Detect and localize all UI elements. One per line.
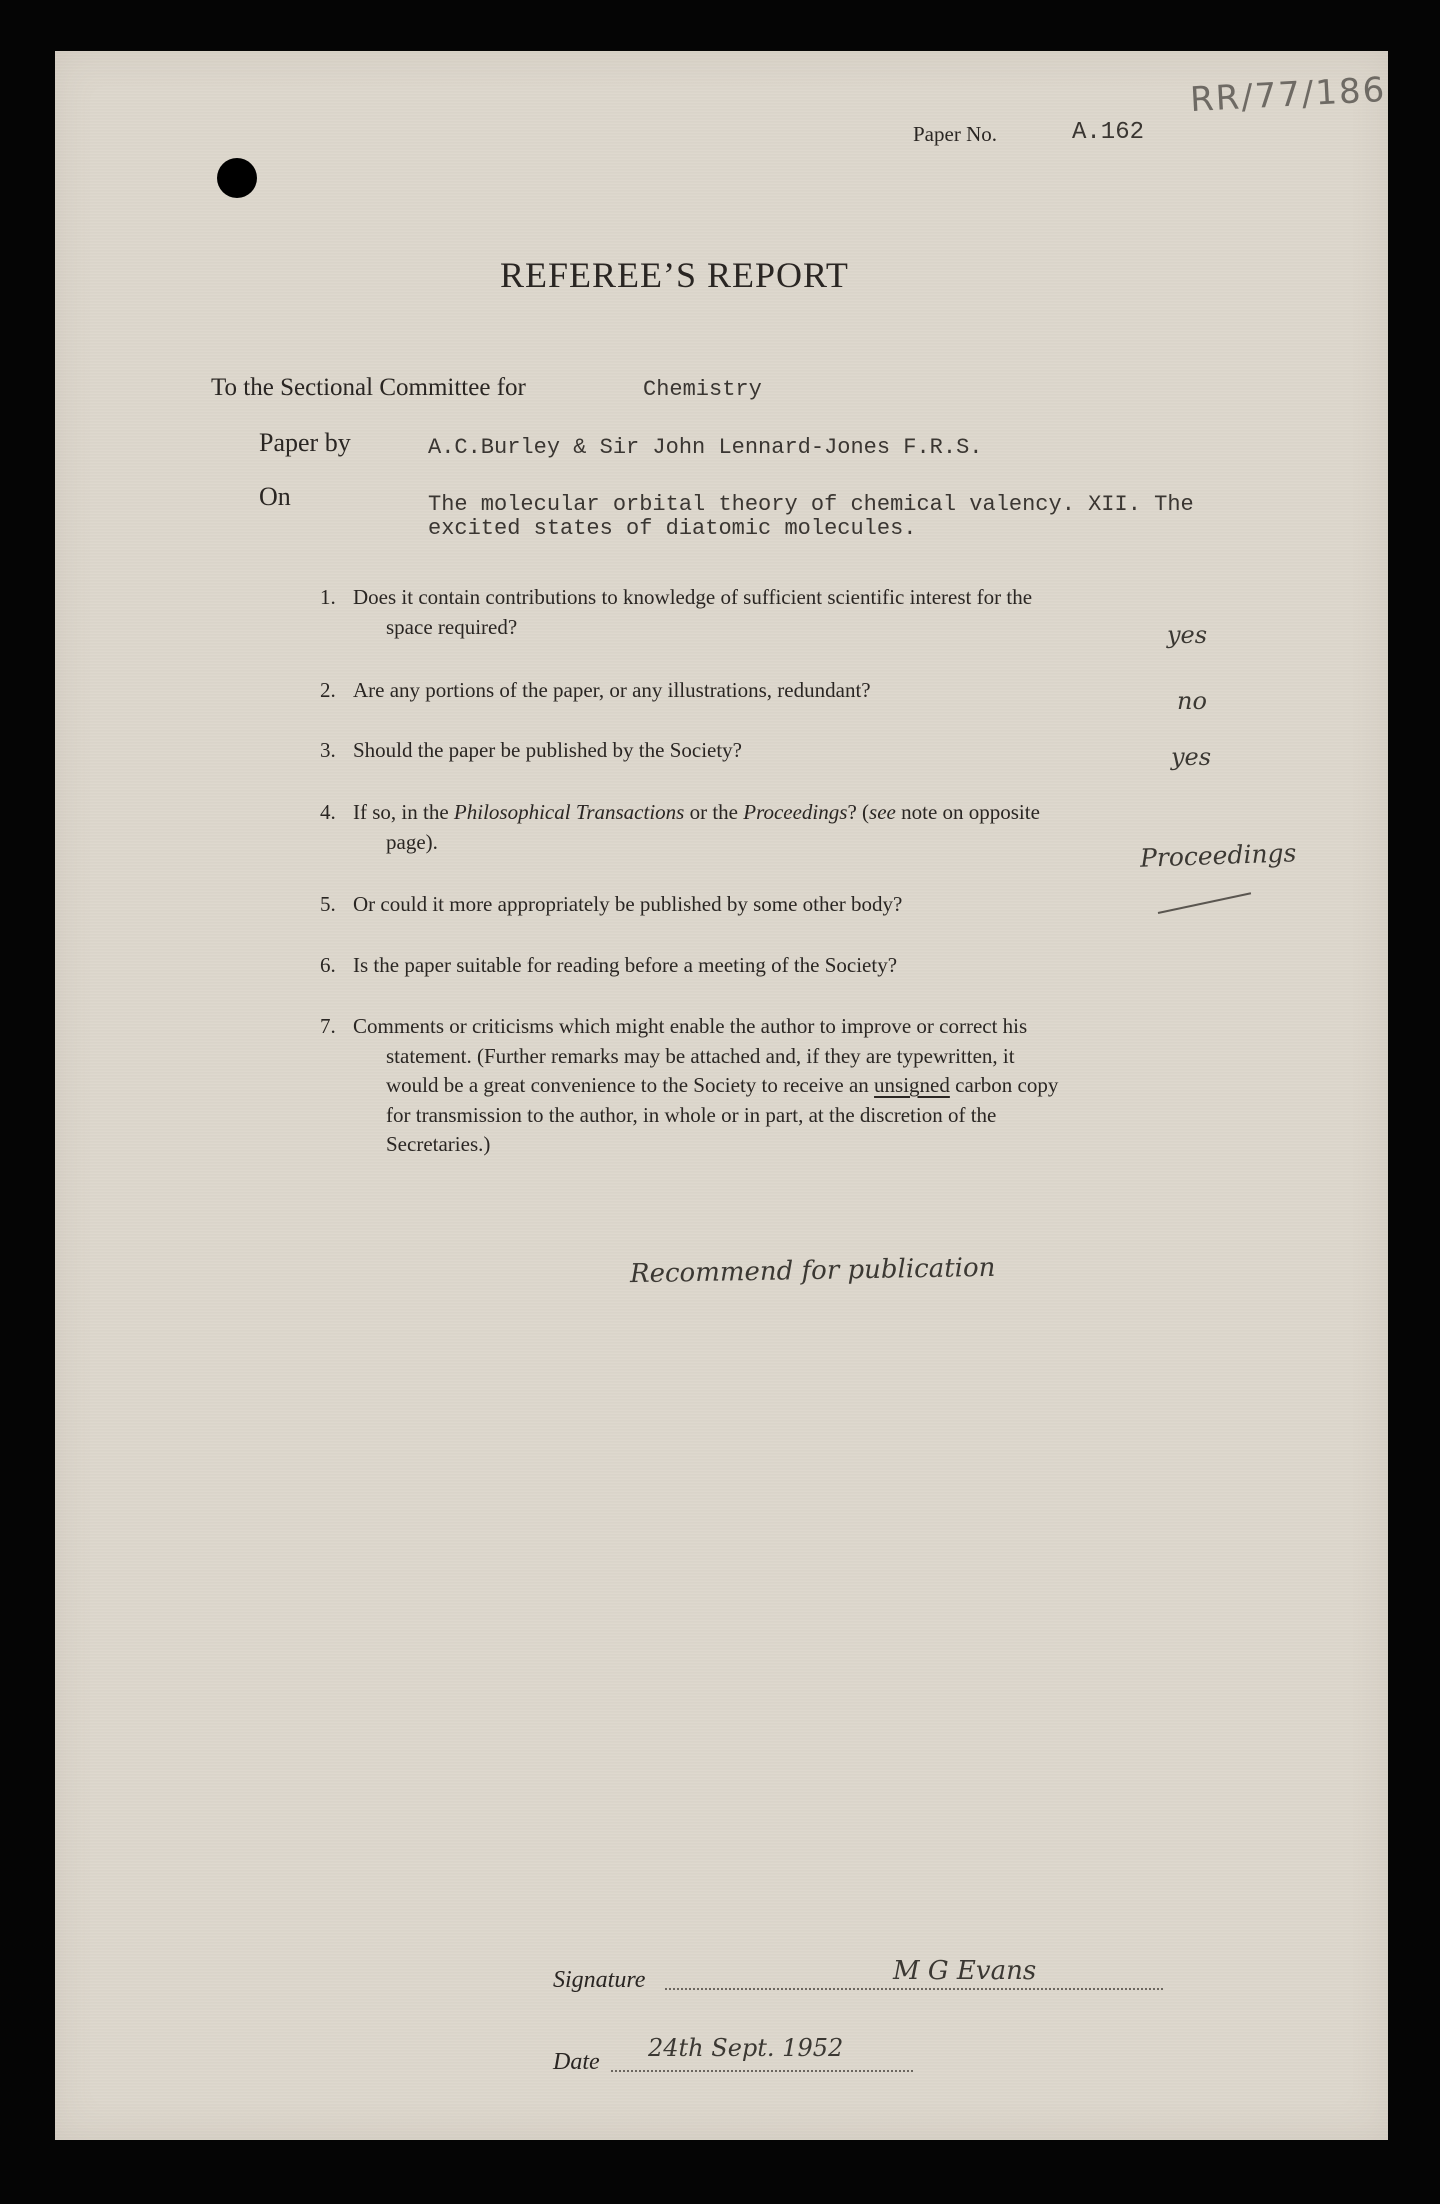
question-text: Are any portions of the paper, or any illustrations, redundant?	[353, 678, 871, 702]
question-text: Comments or criticisms which might enable the author to improve or correct his	[353, 1014, 1028, 1038]
referee-comment-handwritten: Recommend for publication	[629, 1252, 996, 1290]
punch-hole	[217, 158, 257, 198]
question-text-continued	[320, 1071, 1170, 1101]
question-number: 5.	[320, 892, 336, 916]
question-text: Or could it more appropriately be published by some other body?	[353, 892, 903, 916]
question-text-continued: page).	[386, 829, 438, 854]
answer-5-dash-mark	[1158, 892, 1251, 914]
committee-value: Chemistry	[643, 377, 762, 402]
question-4	[320, 798, 1170, 857]
date-value-handwritten: 24th Sept. 1952	[648, 2034, 844, 2062]
page-title: REFEREE’S REPORT	[500, 255, 849, 295]
paper-number-label: Paper No.	[913, 122, 997, 146]
answer-1-handwritten: yes	[1167, 621, 1208, 649]
unsigned-emphasis: unsigned	[874, 1073, 950, 1097]
question-text-part: If so, in the	[353, 800, 454, 824]
date-field	[553, 2034, 913, 2078]
signature-label: Signature	[553, 1967, 646, 1993]
question-number: 2.	[320, 678, 336, 702]
answer-4-handwritten: Proceedings	[1139, 838, 1297, 873]
question-5	[320, 890, 1170, 920]
question-number: 4.	[320, 800, 336, 824]
question-3	[320, 736, 1170, 766]
signature-value-handwritten: M G Evans	[893, 1956, 1037, 1986]
philosophical-transactions-title: Philosophical Transactions	[453, 800, 685, 824]
answer-3-handwritten: yes	[1171, 743, 1212, 771]
paper-title-line-2: excited states of diatomic molecules.	[428, 516, 917, 541]
question-number: 1.	[320, 585, 336, 609]
question-text-part: carbon copy	[949, 1073, 1059, 1097]
question-text-part: would be a great convenience to the Society to receive an	[386, 1073, 875, 1097]
proceedings-title: Proceedings	[743, 800, 848, 824]
author-value: A.C.Burley & Sir John Lennard-Jones F.R.S.	[428, 435, 983, 460]
question-text-part: note on opposite	[895, 800, 1040, 824]
question-number: 3.	[320, 738, 336, 762]
signature-dotted-line	[665, 1988, 1163, 1990]
date-dotted-line	[611, 2070, 913, 2072]
date-label: Date	[553, 2049, 600, 2075]
question-number: 6.	[320, 953, 336, 977]
question-text-part: ? (	[847, 800, 870, 824]
question-6	[320, 951, 1170, 981]
question-text: Should the paper be published by the Society?	[353, 738, 743, 762]
question-text-continued: statement. (Further remarks may be attached and, if they are typewritten, it	[386, 1043, 1015, 1068]
question-text-part: or the	[684, 800, 744, 824]
answer-2-handwritten: no	[1177, 687, 1207, 715]
signature-field	[553, 1956, 1163, 1996]
question-1	[320, 583, 1170, 642]
author-label: Paper by	[259, 428, 351, 457]
referee-report-sheet	[55, 51, 1388, 2140]
archive-reference-number: RR/77/186	[1189, 69, 1388, 121]
question-text-continued: space required?	[386, 614, 518, 639]
subject-label: On	[259, 482, 291, 511]
paper-title-line-1: The molecular orbital theory of chemical valency. XII. The	[428, 492, 1194, 517]
question-7	[320, 1012, 1170, 1160]
question-2	[320, 676, 1170, 706]
question-text-continued: for transmission to the author, in whole or in part, at the discretion of the	[386, 1102, 997, 1127]
question-text-continued: Secretaries.)	[386, 1132, 491, 1156]
paper-number-value: A.162	[1072, 119, 1145, 146]
question-text-part: see	[869, 800, 896, 824]
committee-label: To the Sectional Committee for	[211, 374, 526, 401]
question-text	[320, 798, 1170, 828]
question-number: 7.	[320, 1014, 336, 1038]
question-text: Does it contain contributions to knowledge of sufficient scientific interest for the	[353, 585, 1033, 609]
question-text: Is the paper suitable for reading before a meeting of the Society?	[353, 953, 898, 977]
